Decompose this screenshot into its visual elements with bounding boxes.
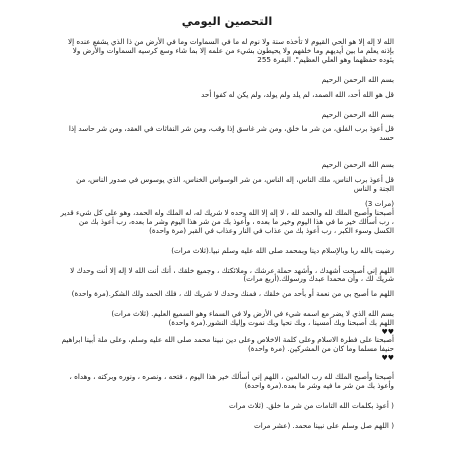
paragraph: (مرات 3) bbox=[364, 198, 394, 208]
spacer bbox=[60, 411, 394, 422]
paragraph: أصبحنا وأصبح الملك لله والحمد لله ، لا إله إلا الله وحده لا شريك له، له الملك وله الحمد، وهو على كل شيء قدير ، رب أسألك خير ما في هذا اليوم وخير ما بعده ، وأعوذ بك من شر هذا اليوم وشر ما بعده، رب أعوذ بك من الكسل وسوء الكبر ، رب أعوذ بك من عذاب في النار وعذاب في القبر (مرة واحدة) bbox=[60, 207, 394, 235]
paragraph: الله لا إله إلا هو الحي القيوم لا تأخذه سنة ولا نوم له ما في السماوات وما في الأرض من ذا الذي يشفع عنده إلا بإذنه يعلم ما بين أيديهم وما خلفهم ولا يحيطون بشيء من علمه إلا بما شاء وسع كرسيه السماوات والأرض ولا يئوده حفظهما وهو العلي العظيم". البقرة 255 bbox=[68, 37, 394, 64]
paragraph: بسم الله الرحمن الرحيم bbox=[321, 160, 394, 170]
paragraph: بسم الله الرحمن الرحيم bbox=[321, 109, 394, 119]
spacer bbox=[60, 236, 394, 247]
paragraph: بسم الله الذي لا يضر مع اسمه شيء في الأرض ولا في السماء وهو السميع العليم. (ثلاث مرات) bbox=[111, 309, 394, 319]
paragraph: أصبحنا وأصبح الملك لله رب العالمين ، اللهم إني أسألك خير هذا اليوم ، فتحه ، ونصره ، ونوره وبركته ، وهداه ، وأعوذ بك من شر ما فيه وشر ما بعده.(مرة واحدة) bbox=[69, 371, 394, 390]
paragraph: أصبحنا على فطرة الاسلام وعلى كلمة الاخلاص وعلى دين نبينا محمد صلى الله عليه وسلم، وعلى ملة أبينا ابراهيم حنيفا مسلما وما كان من المشركين. (مرة واحدة) bbox=[61, 335, 394, 353]
document-body bbox=[60, 38, 394, 430]
paragraph: اللهم ما أصبح بي من نعمة أو بأحد من خلقك ، فمنك وحدك لا شريك لك ، فلك الحمد ولك الشكر.(مرة واحدة) bbox=[71, 289, 394, 299]
paragraph: ( أعوذ بكلمات الله التامات من شر ما خلق. (ثلاث مرات bbox=[229, 400, 394, 410]
paragraph: بسم الله الرحمن الرحيم bbox=[321, 74, 394, 84]
page-title: التحصين اليومي bbox=[181, 14, 273, 28]
hearts-icon: ♥♥ bbox=[381, 353, 394, 362]
spacer bbox=[60, 256, 394, 267]
paragraph: قل أعوذ برب الفلق، من شر ما خلق، ومن شر غاسق إذا وقب، ومن شر النفاثات في العقد، ومن شر حاسد إذا حسد bbox=[68, 124, 394, 143]
spacer bbox=[60, 100, 394, 111]
spacer bbox=[60, 391, 394, 402]
spacer bbox=[60, 143, 394, 161]
paragraph: رضيت بالله ربا وبالإسلام دينا وبمحمد صلى الله عليه وسلم نبيا.(ثلاث مرات) bbox=[171, 245, 394, 255]
paragraph: اللهم بك أصبحنا وبك أمسينا ، وبك نحيا وبك نموت وإليك النشور.(مرة واحدة) bbox=[168, 318, 394, 328]
paragraph: ( اللهم صل وسلم على نبينا محمد. (عشر مرات bbox=[253, 420, 394, 430]
paragraph: اللهم إني أصبحت أشهدك ، وأشهد حملة عرشك ، وملائكتك ، وجميع خلقك ، أنك أنت الله لا إله إلا أنت وحدك لا شريك لك ، وأن محمدا عبدك ورسولك.(أربع مرات) bbox=[70, 265, 394, 284]
paragraph: قل هو الله أحد، الله الصمد، لم يلد ولم يولد، ولم يكن له كفوا أحد bbox=[201, 89, 394, 99]
hearts-icon: ♥♥ bbox=[381, 328, 394, 337]
paragraph: قل أعوذ برب الناس، ملك الناس، إله الناس، من شر الوسواس الخناس، الذي يوسوس في صدور الناس، من الجنة و الناس bbox=[76, 175, 394, 194]
